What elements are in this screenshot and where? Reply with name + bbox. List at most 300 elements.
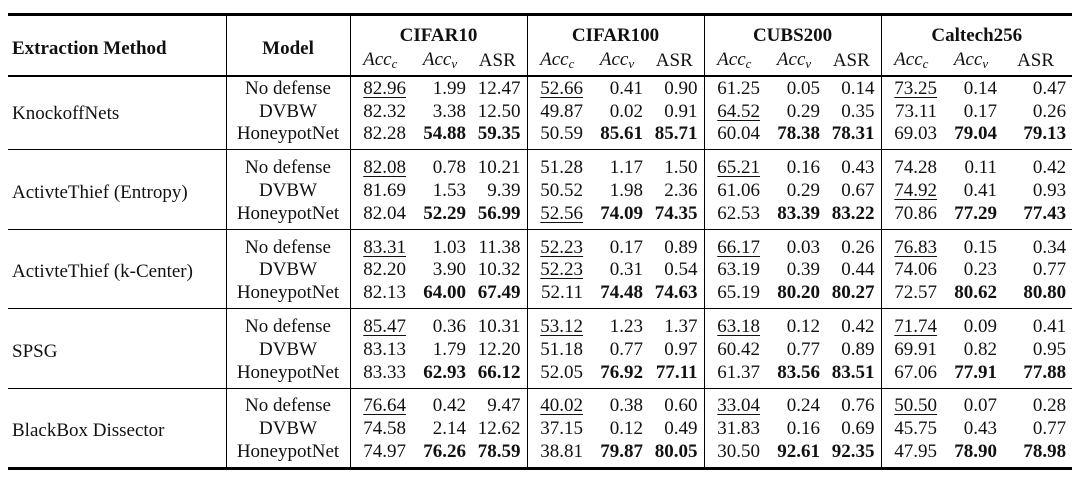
metric-label: Acc [363, 49, 392, 70]
value-text: 64.00 [423, 282, 466, 304]
value-cell [826, 123, 881, 150]
model-label: DVBW [226, 259, 350, 282]
value-text: 0.41 [609, 77, 644, 99]
table-row [8, 229, 1072, 258]
value-text: 0.77 [1032, 418, 1067, 440]
value-cell [589, 361, 649, 388]
value-cell [1003, 440, 1072, 468]
value-text: 80.80 [1023, 282, 1067, 304]
value-text: 10.32 [477, 259, 521, 281]
value-text: 12.50 [477, 100, 521, 122]
value-text: 67.06 [894, 361, 938, 383]
value-text: 3.90 [432, 259, 466, 281]
value-cell [826, 309, 881, 338]
metric-subscript: v [805, 56, 812, 71]
value-cell [649, 150, 704, 179]
value-cell [472, 388, 527, 417]
value-text: 67.49 [477, 282, 521, 304]
value-text: 85.61 [600, 123, 644, 145]
value-cell [472, 76, 527, 100]
value-cell [649, 179, 704, 202]
value-text: 0.69 [841, 418, 875, 440]
model-label: DVBW [226, 417, 350, 440]
value-text: 92.35 [831, 441, 875, 463]
value-text: 0.39 [786, 259, 821, 281]
value-text: 74.35 [654, 202, 698, 224]
value-cell [704, 417, 766, 440]
value-text: 0.42 [432, 395, 466, 417]
value-text: 52.56 [540, 202, 584, 224]
value-text: 0.07 [963, 395, 998, 417]
value-cell [412, 202, 472, 229]
value-cell [943, 281, 1003, 308]
value-text: 37.15 [540, 418, 584, 440]
value-text: 1.37 [664, 316, 698, 338]
value-cell [472, 202, 527, 229]
header-dataset-cifar100: CIFAR100 [527, 15, 704, 50]
value-text: 47.95 [894, 441, 938, 463]
value-cell [881, 150, 943, 179]
value-text: 74.58 [363, 418, 406, 440]
extraction-method-label: ActivteThief (k-Center) [8, 229, 226, 308]
metric-label: ASR [655, 49, 693, 71]
value-cell [704, 259, 766, 282]
value-cell [412, 100, 472, 123]
metric-label: Acc [599, 49, 629, 70]
value-text: 0.23 [963, 259, 998, 281]
value-cell [649, 229, 704, 258]
value-text: 52.66 [540, 77, 584, 99]
value-cell [1003, 100, 1072, 123]
header-metric [766, 49, 826, 76]
value-cell [704, 440, 766, 468]
value-text: 56.99 [477, 202, 521, 224]
value-cell [826, 150, 881, 179]
value-cell [589, 281, 649, 308]
value-cell [350, 150, 412, 179]
value-text: 0.38 [609, 395, 644, 417]
value-cell [472, 440, 527, 468]
value-cell [881, 361, 943, 388]
value-cell [649, 100, 704, 123]
value-text: 1.79 [432, 338, 466, 360]
value-text: 83.31 [363, 236, 406, 258]
value-cell [412, 150, 472, 179]
value-cell [826, 440, 881, 468]
value-cell [589, 202, 649, 229]
value-cell [412, 309, 472, 338]
value-cell [704, 202, 766, 229]
value-cell [350, 440, 412, 468]
value-text: 79.13 [1023, 123, 1067, 145]
value-cell [589, 229, 649, 258]
value-cell [1003, 150, 1072, 179]
value-text: 52.11 [540, 282, 584, 304]
metric-subscript: c [745, 56, 752, 71]
value-cell [527, 100, 589, 123]
model-label: HoneypotNet [226, 123, 350, 150]
value-text: 82.08 [363, 157, 406, 179]
model-label: No defense [226, 229, 350, 258]
value-cell [412, 281, 472, 308]
value-cell [881, 100, 943, 123]
value-text: 92.61 [777, 441, 821, 463]
value-cell [589, 417, 649, 440]
value-cell [766, 440, 826, 468]
value-cell [527, 417, 589, 440]
value-text: 61.25 [717, 77, 761, 99]
value-cell [881, 202, 943, 229]
value-text: 50.50 [894, 395, 938, 417]
header-metric [943, 49, 1003, 76]
value-cell [649, 440, 704, 468]
value-text: 10.31 [477, 316, 521, 338]
value-text: 81.69 [363, 180, 406, 202]
value-cell [704, 179, 766, 202]
value-cell [527, 259, 589, 282]
value-text: 0.95 [1032, 338, 1067, 360]
value-cell [881, 259, 943, 282]
value-text: 0.15 [963, 236, 998, 258]
value-cell [943, 388, 1003, 417]
value-text: 0.17 [963, 100, 998, 122]
value-cell [943, 229, 1003, 258]
value-text: 61.37 [717, 361, 761, 383]
value-text: 0.89 [841, 338, 875, 360]
value-cell [766, 259, 826, 282]
value-text: 74.28 [894, 157, 938, 179]
value-cell [1003, 76, 1072, 100]
value-cell [589, 259, 649, 282]
value-text: 78.98 [1023, 441, 1067, 463]
value-text: 82.32 [363, 100, 406, 122]
value-cell [1003, 361, 1072, 388]
value-cell [589, 338, 649, 361]
value-text: 78.38 [777, 123, 821, 145]
value-cell [527, 440, 589, 468]
value-cell [1003, 417, 1072, 440]
value-text: 12.20 [477, 338, 521, 360]
value-cell [704, 388, 766, 417]
value-text: 77.43 [1023, 202, 1067, 224]
value-text: 83.22 [831, 202, 875, 224]
header-extraction-method: Extraction Method [8, 15, 226, 77]
metric-label: ASR [1017, 49, 1055, 71]
value-cell [826, 417, 881, 440]
value-cell [472, 100, 527, 123]
metric-label: ASR [478, 49, 516, 71]
value-text: 0.44 [841, 259, 875, 281]
value-cell [527, 309, 589, 338]
value-cell [412, 388, 472, 417]
value-text: 65.21 [717, 157, 761, 179]
header-model: Model [226, 15, 350, 77]
value-cell [649, 361, 704, 388]
value-text: 85.71 [654, 123, 698, 145]
value-cell [589, 76, 649, 100]
value-cell [472, 361, 527, 388]
value-text: 0.29 [786, 100, 821, 122]
value-cell [589, 123, 649, 150]
value-cell [589, 150, 649, 179]
value-cell [1003, 338, 1072, 361]
value-text: 0.54 [664, 259, 698, 281]
value-text: 0.16 [786, 418, 821, 440]
value-text: 62.53 [717, 202, 761, 224]
header-metric [826, 49, 881, 76]
value-cell [1003, 259, 1072, 282]
value-cell [649, 202, 704, 229]
value-cell [472, 179, 527, 202]
header-metric [350, 49, 412, 76]
value-text: 1.53 [432, 180, 466, 202]
value-text: 76.83 [894, 236, 938, 258]
value-cell [766, 150, 826, 179]
model-label: HoneypotNet [226, 440, 350, 468]
value-cell [881, 417, 943, 440]
value-text: 69.91 [894, 338, 938, 360]
value-cell [943, 76, 1003, 100]
value-text: 73.11 [895, 100, 938, 122]
value-cell [943, 259, 1003, 282]
value-cell [826, 229, 881, 258]
value-cell [412, 229, 472, 258]
value-text: 82.13 [363, 282, 406, 304]
value-text: 0.49 [664, 418, 698, 440]
value-cell [766, 179, 826, 202]
value-cell [1003, 309, 1072, 338]
value-text: 82.96 [363, 77, 406, 99]
value-text: 83.33 [363, 361, 406, 383]
model-label: No defense [226, 76, 350, 100]
value-text: 54.88 [423, 123, 466, 145]
value-cell [881, 229, 943, 258]
value-cell [589, 179, 649, 202]
value-cell [881, 440, 943, 468]
metric-subscript: c [922, 56, 929, 71]
value-text: 52.23 [540, 236, 584, 258]
value-text: 66.12 [477, 361, 521, 383]
value-text: 0.26 [841, 236, 875, 258]
value-cell [527, 150, 589, 179]
header-metric [881, 49, 943, 76]
value-text: 51.18 [540, 338, 584, 360]
header-metric [589, 49, 649, 76]
value-text: 0.77 [1032, 259, 1067, 281]
model-label: HoneypotNet [226, 202, 350, 229]
extraction-method-label: BlackBox Dissector [8, 388, 226, 468]
value-text: 0.77 [786, 338, 821, 360]
value-text: 50.52 [540, 180, 584, 202]
metric-label: Acc [953, 49, 983, 70]
value-cell [649, 281, 704, 308]
extraction-method-label: ActivteThief (Entropy) [8, 150, 226, 229]
model-label: HoneypotNet [226, 361, 350, 388]
value-cell [704, 229, 766, 258]
value-text: 50.59 [540, 123, 584, 145]
value-text: 59.35 [477, 123, 521, 145]
value-text: 0.29 [786, 180, 821, 202]
value-text: 0.16 [786, 157, 821, 179]
value-text: 83.39 [777, 202, 821, 224]
value-text: 38.81 [540, 441, 584, 463]
header-row-datasets [8, 15, 1072, 50]
value-cell [704, 338, 766, 361]
value-text: 76.26 [423, 441, 466, 463]
table-row [8, 150, 1072, 179]
value-text: 70.86 [894, 202, 938, 224]
header-dataset-cubs200: CUBS200 [704, 15, 881, 50]
value-text: 80.27 [831, 282, 875, 304]
value-cell [881, 388, 943, 417]
value-cell [704, 281, 766, 308]
metric-subscript: v [451, 56, 458, 71]
metric-label: Acc [540, 49, 569, 70]
header-dataset-caltech256: Caltech256 [881, 15, 1072, 50]
value-text: 0.02 [609, 100, 644, 122]
value-text: 0.89 [664, 236, 698, 258]
value-cell [350, 202, 412, 229]
header-metric [1003, 49, 1072, 76]
value-cell [826, 76, 881, 100]
value-text: 1.99 [432, 77, 466, 99]
value-cell [527, 361, 589, 388]
value-cell [766, 76, 826, 100]
value-cell [881, 123, 943, 150]
value-cell [472, 150, 527, 179]
value-cell [649, 259, 704, 282]
value-cell [527, 179, 589, 202]
value-cell [472, 259, 527, 282]
value-text: 10.21 [477, 157, 521, 179]
value-cell [350, 388, 412, 417]
value-text: 0.36 [432, 316, 466, 338]
value-text: 74.92 [894, 180, 938, 202]
value-cell [412, 259, 472, 282]
metric-label: Acc [776, 49, 806, 70]
value-text: 82.28 [363, 123, 406, 145]
value-cell [826, 388, 881, 417]
model-label: HoneypotNet [226, 281, 350, 308]
value-text: 72.57 [894, 282, 938, 304]
value-text: 0.97 [664, 338, 698, 360]
value-cell [943, 179, 1003, 202]
value-text: 80.20 [777, 282, 821, 304]
value-text: 0.93 [1032, 180, 1067, 202]
value-cell [1003, 179, 1072, 202]
value-cell [826, 202, 881, 229]
value-text: 52.23 [540, 259, 584, 281]
value-text: 76.92 [600, 361, 644, 383]
value-text: 0.76 [841, 395, 875, 417]
value-cell [943, 361, 1003, 388]
value-text: 64.52 [717, 100, 761, 122]
value-text: 12.62 [477, 418, 521, 440]
value-cell [472, 417, 527, 440]
value-cell [826, 338, 881, 361]
value-cell [472, 309, 527, 338]
table-row [8, 309, 1072, 338]
value-cell [766, 281, 826, 308]
value-text: 0.26 [1032, 100, 1067, 122]
value-cell [350, 281, 412, 308]
value-cell [649, 309, 704, 338]
value-text: 79.04 [954, 123, 998, 145]
value-text: 77.88 [1023, 361, 1067, 383]
value-text: 1.17 [609, 157, 644, 179]
header-metric [472, 49, 527, 76]
value-text: 0.14 [963, 77, 998, 99]
value-cell [649, 388, 704, 417]
value-cell [704, 309, 766, 338]
value-cell [350, 361, 412, 388]
results-table-body [8, 76, 1072, 468]
value-cell [943, 338, 1003, 361]
value-text: 33.04 [717, 395, 761, 417]
value-text: 1.98 [609, 180, 644, 202]
value-text: 82.04 [363, 202, 406, 224]
metric-subscript: c [568, 56, 575, 71]
value-cell [649, 123, 704, 150]
value-cell [943, 417, 1003, 440]
value-cell [412, 361, 472, 388]
value-text: 0.43 [841, 157, 875, 179]
value-text: 0.60 [664, 395, 698, 417]
value-cell [412, 179, 472, 202]
value-cell [649, 338, 704, 361]
value-text: 78.59 [477, 441, 521, 463]
value-text: 74.09 [600, 202, 644, 224]
table-row [8, 76, 1072, 100]
value-text: 0.67 [841, 180, 875, 202]
model-label: DVBW [226, 100, 350, 123]
value-text: 11.38 [478, 236, 521, 258]
value-cell [766, 361, 826, 388]
value-text: 60.42 [717, 338, 761, 360]
value-text: 77.91 [954, 361, 998, 383]
value-cell [649, 76, 704, 100]
extraction-method-label: SPSG [8, 309, 226, 388]
value-text: 0.42 [1032, 157, 1067, 179]
value-cell [472, 338, 527, 361]
model-label: DVBW [226, 338, 350, 361]
value-text: 0.43 [963, 418, 998, 440]
value-cell [943, 100, 1003, 123]
value-cell [766, 417, 826, 440]
extraction-method-label: KnockoffNets [12, 102, 120, 124]
value-text: 9.47 [487, 395, 521, 417]
value-text: 65.19 [717, 282, 761, 304]
value-cell [826, 361, 881, 388]
value-text: 69.03 [894, 123, 938, 145]
value-cell [350, 100, 412, 123]
value-text: 0.17 [609, 236, 644, 258]
value-text: 0.12 [786, 316, 821, 338]
value-text: 53.12 [540, 316, 584, 338]
value-text: 0.82 [963, 338, 998, 360]
value-text: 0.35 [841, 100, 875, 122]
value-cell [1003, 281, 1072, 308]
value-cell [412, 417, 472, 440]
header-metric [412, 49, 472, 76]
value-text: 0.11 [964, 157, 998, 179]
value-cell [350, 229, 412, 258]
value-text: 74.63 [654, 282, 698, 304]
value-text: 79.87 [600, 441, 644, 463]
metric-subscript: v [628, 56, 635, 71]
value-cell [704, 123, 766, 150]
value-text: 77.11 [655, 361, 698, 383]
